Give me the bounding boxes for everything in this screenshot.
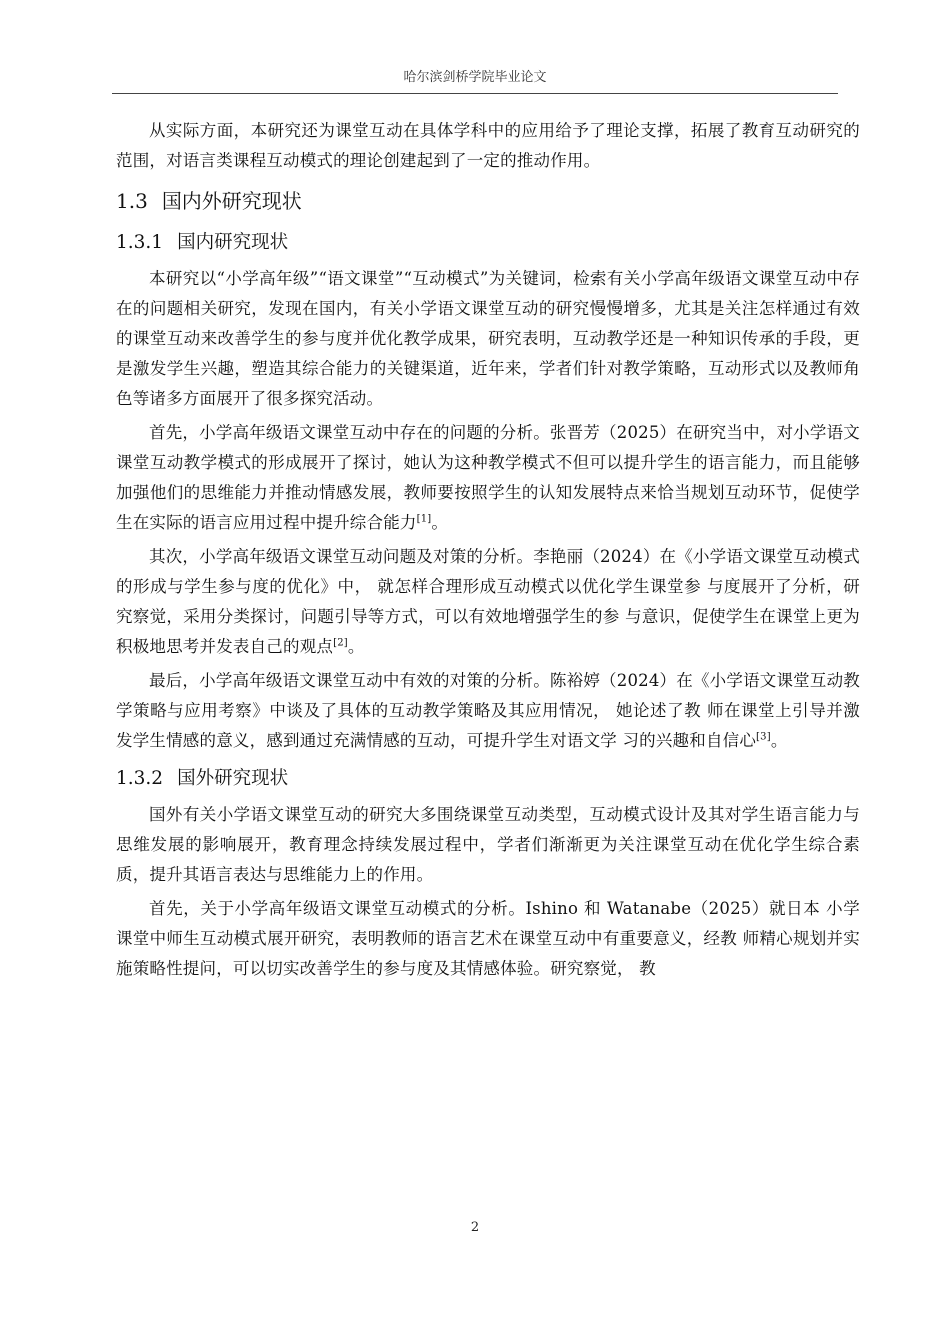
subsection-heading [116,762,860,796]
heading-number: 1.3.1 [116,232,164,253]
heading-number: 1.3 [116,189,148,213]
paragraph-tail: 。 [347,637,365,656]
paragraph [116,542,860,662]
citation-ref: [1] [416,513,432,525]
paragraph [116,264,860,414]
paragraph [116,666,860,756]
subsection-heading [116,226,860,260]
paragraph-tail: 。 [770,731,788,750]
paragraph-text: 国外有关小学语文课堂互动的研究大多围绕课堂互动类型，互动模式设计及其对学生语言能力与思维发展的影响展开，教育理念持续发展过程中，学者们渐渐更为关注课堂互动在优化学生综合素质，提升其语言表达与思维能力上的作用。 [116,805,860,884]
paragraph-text: 最后，小学高年级语文课堂互动中有效的对策的分析。陈裕婷（2024）在《小学语文课堂互动教学策略与应用考察》中谈及了具体的互动教学策略及其应用情况， 她论述了教 师在课堂上引导并激发学生情感的意义，感到通过充满情感的互动，可提升学生对语文学 习的兴趣和自信心 [116,671,860,750]
heading-title: 国外研究现状 [177,768,289,789]
paragraph [116,800,860,890]
paragraph-text: 首先，关于小学高年级语文课堂互动模式的分析。Ishino 和 Watanabe（2025）就日本 小学课堂中师生互动模式展开研究，表明教师的语言艺术在课堂互动中有重要意义，经教 师精心规划并实施策略性提问，可以切实改善学生的参与度及其情感体验。研究察觉， 教 [116,899,860,978]
paragraph [116,116,860,176]
running-header: 哈尔滨剑桥学院毕业论文 [112,66,838,94]
paragraph-text: 本研究以“小学高年级”“语文课堂”“互动模式”为关键词，检索有关小学高年级语文课堂互动中存在的问题相关研究，发现在国内，有关小学语文课堂互动的研究慢慢增多，尤其是关注怎样通过有效的课堂互动来改善学生的参与度并优化教学成果，研究表明，互动教学还是一种知识传承的手段，更是激发学生兴趣，塑造其综合能力的关键渠道，近年来，学者们针对教学策略，互动形式以及教师角色等诸多方面展开了很多探究活动。 [116,269,860,408]
paragraph-tail: 。 [431,513,449,532]
section-heading [116,184,860,218]
paragraph-text: 首先，小学高年级语文课堂互动中存在的问题的分析。张晋芳（2025）在研究当中，对小学语文课堂互动教学模式的形成展开了探讨，她认为这种教学模式不但可以提升学生的语言能力，而且能够加强他们的思维能力并推动情感发展，教师要按照学生的认知发展特点来恰当规划互动环节，促使学生在实际的语言应用过程中提升综合能力 [116,423,860,532]
citation-ref: [2] [333,637,348,649]
page-number: 2 [470,1220,480,1235]
heading-number: 1.3.2 [116,768,164,789]
paragraph-text: 从实际方面，本研究还为课堂互动在具体学科中的应用给予了理论支撑，拓展了教育互动研究的范围，对语言类课程互动模式的理论创建起到了一定的推动作用。 [116,121,860,170]
paragraph-text: 其次，小学高年级语文课堂互动问题及对策的分析。李艳丽（2024）在《小学语文课堂互动模式的形成与学生参与度的优化》中， 就怎样合理形成互动模式以优化学生课堂参 与度展开了分析，研究察觉，采用分类探讨，问题引导等方式，可以有效地增强学生的参 与意识，促使学生在课堂上更为积极地思考并发表自己的观点 [116,547,860,656]
heading-title: 国内研究现状 [177,232,289,253]
citation-ref: [3] [756,731,771,743]
paragraph [116,418,860,538]
paragraph [116,894,860,984]
body-text [116,116,860,988]
heading-title: 国内外研究现状 [161,189,302,213]
